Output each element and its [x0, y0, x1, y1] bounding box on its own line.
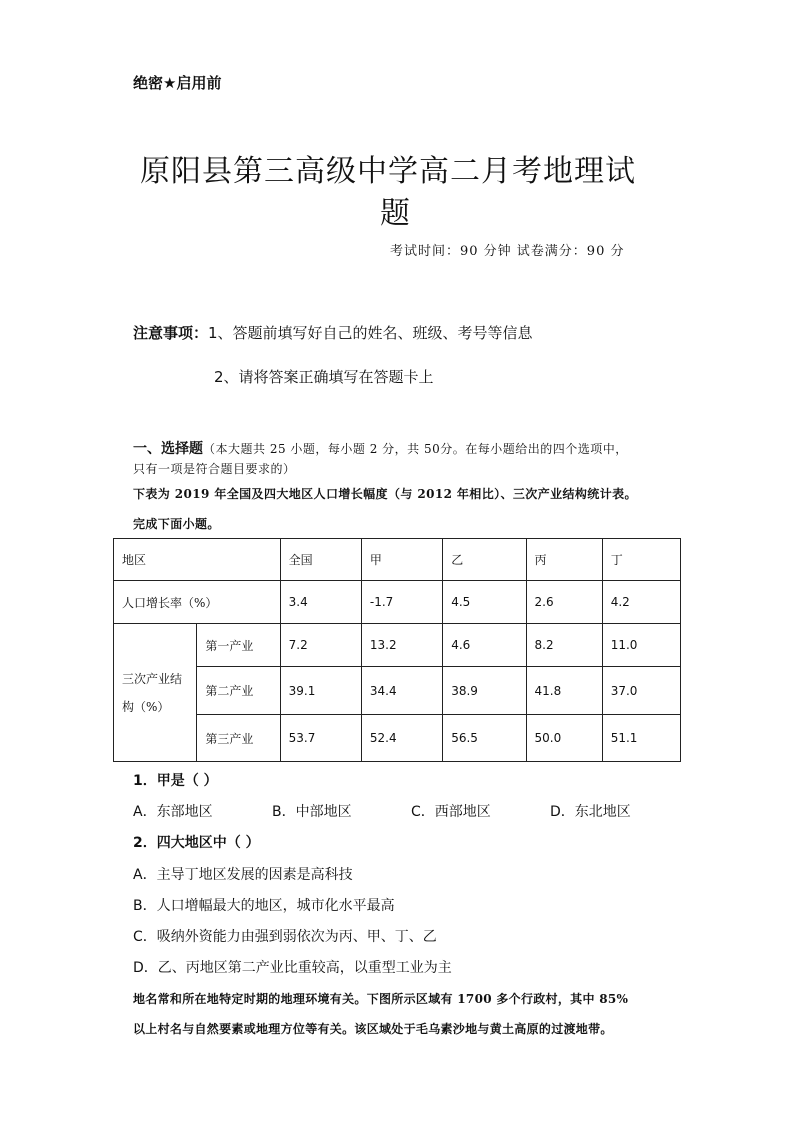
- table-row: [114, 715, 681, 762]
- question-1-stem: 1．甲是（ ）: [133, 773, 218, 789]
- table-cell: 8.2: [526, 624, 602, 667]
- table-row-label: 第二产业: [197, 667, 280, 715]
- question-2-option-a[interactable]: A．主导丁地区发展的因素是高科技: [133, 867, 353, 883]
- intro-line2: 完成下面小题。: [133, 517, 220, 531]
- table-row: [114, 624, 681, 667]
- question-2-option-c[interactable]: C．吸纳外资能力由强到弱依次为丙、甲、丁、乙: [133, 929, 437, 945]
- table-cell: 3.4: [280, 581, 361, 624]
- question-2-stem: 2．四大地区中（ ）: [133, 835, 260, 851]
- table-row: [114, 581, 681, 624]
- table-cell: 2.6: [526, 581, 602, 624]
- question-1-option-c[interactable]: C．西部地区: [411, 804, 491, 820]
- statistics-table: [113, 538, 681, 762]
- table-header-cell: 乙: [443, 539, 526, 581]
- table-cell: 4.2: [602, 581, 680, 624]
- question-1-option-b[interactable]: B．中部地区: [272, 804, 352, 820]
- notice-item1: 1、答题前填写好自己的姓名、班级、考号等信息: [208, 324, 533, 342]
- section-desc2: 只有一项是符合题目要求的）: [133, 462, 296, 476]
- notice-item2: 2、请将答案正确填写在答题卡上: [214, 368, 434, 386]
- secret-label: 绝密★启用前: [133, 74, 222, 92]
- table-cell: 51.1: [602, 715, 680, 762]
- table-header-cell: 全国: [280, 539, 361, 581]
- notice-label: 注意事项：: [133, 324, 209, 342]
- question-1-option-d[interactable]: D．东北地区: [550, 804, 631, 820]
- section-header: [133, 438, 628, 458]
- question-1-option-a[interactable]: A．东部地区: [133, 804, 213, 820]
- table-cell: 53.7: [280, 715, 361, 762]
- table-header-cell: 丙: [526, 539, 602, 581]
- table-cell: 41.8: [526, 667, 602, 715]
- table-cell: 4.6: [443, 624, 526, 667]
- table-row-label: 第一产业: [197, 624, 280, 667]
- table-cell: 37.0: [602, 667, 680, 715]
- table-cell: 34.4: [361, 667, 442, 715]
- table-cell: 39.1: [280, 667, 361, 715]
- table-cell: -1.7: [361, 581, 442, 624]
- section-desc1: （本大题共 25 小题，每小题 2 分，共 50分。在每小题给出的四个选项中，: [203, 442, 628, 456]
- table-cell: 52.4: [361, 715, 442, 762]
- table-cell: 13.2: [361, 624, 442, 667]
- question-2-option-d[interactable]: D．乙、丙地区第二产业比重较高，以重型工业为主: [133, 960, 452, 976]
- page-title-line2: 题: [380, 196, 410, 231]
- table-group-label: [114, 624, 197, 762]
- table-header-cell: 丁: [602, 539, 680, 581]
- table-header-cell: 甲: [361, 539, 442, 581]
- table-group-label-line2: 构（%）: [122, 699, 170, 714]
- table-group-label-line1: 三次产业结: [122, 671, 183, 686]
- table-cell: 56.5: [443, 715, 526, 762]
- table-row: [114, 667, 681, 715]
- section-title: 一、选择题: [133, 441, 203, 457]
- question-2-option-b[interactable]: B．人口增幅最大的地区，城市化水平最高: [133, 898, 395, 914]
- table-header-cell: 地区: [114, 539, 281, 581]
- table-row-label: 人口增长率（%）: [114, 581, 281, 624]
- notice-line1: [133, 322, 533, 343]
- table-cell: 11.0: [602, 624, 680, 667]
- intro-line1: 下表为 2019 年全国及四大地区人口增长幅度（与 2012 年相比）、三次产业结构统计表。: [133, 487, 637, 501]
- table-row-label: 第三产业: [197, 715, 280, 762]
- table-cell: 4.5: [443, 581, 526, 624]
- exam-info: 考试时间：90 分钟 试卷满分：90 分: [390, 244, 625, 259]
- passage-line1: 地名常和所在地特定时期的地理环境有关。下图所示区域有 1700 多个行政村，其中 85%: [133, 992, 629, 1006]
- table-cell: 50.0: [526, 715, 602, 762]
- table-header-row: [114, 539, 681, 581]
- table-cell: 7.2: [280, 624, 361, 667]
- passage-line2: 以上村名与自然要素或地理方位等有关。该区域处于毛乌素沙地与黄土高原的过渡地带。: [133, 1022, 613, 1036]
- page-title-line1: 原阳县第三高级中学高二月考地理试: [140, 154, 636, 189]
- table-cell: 38.9: [443, 667, 526, 715]
